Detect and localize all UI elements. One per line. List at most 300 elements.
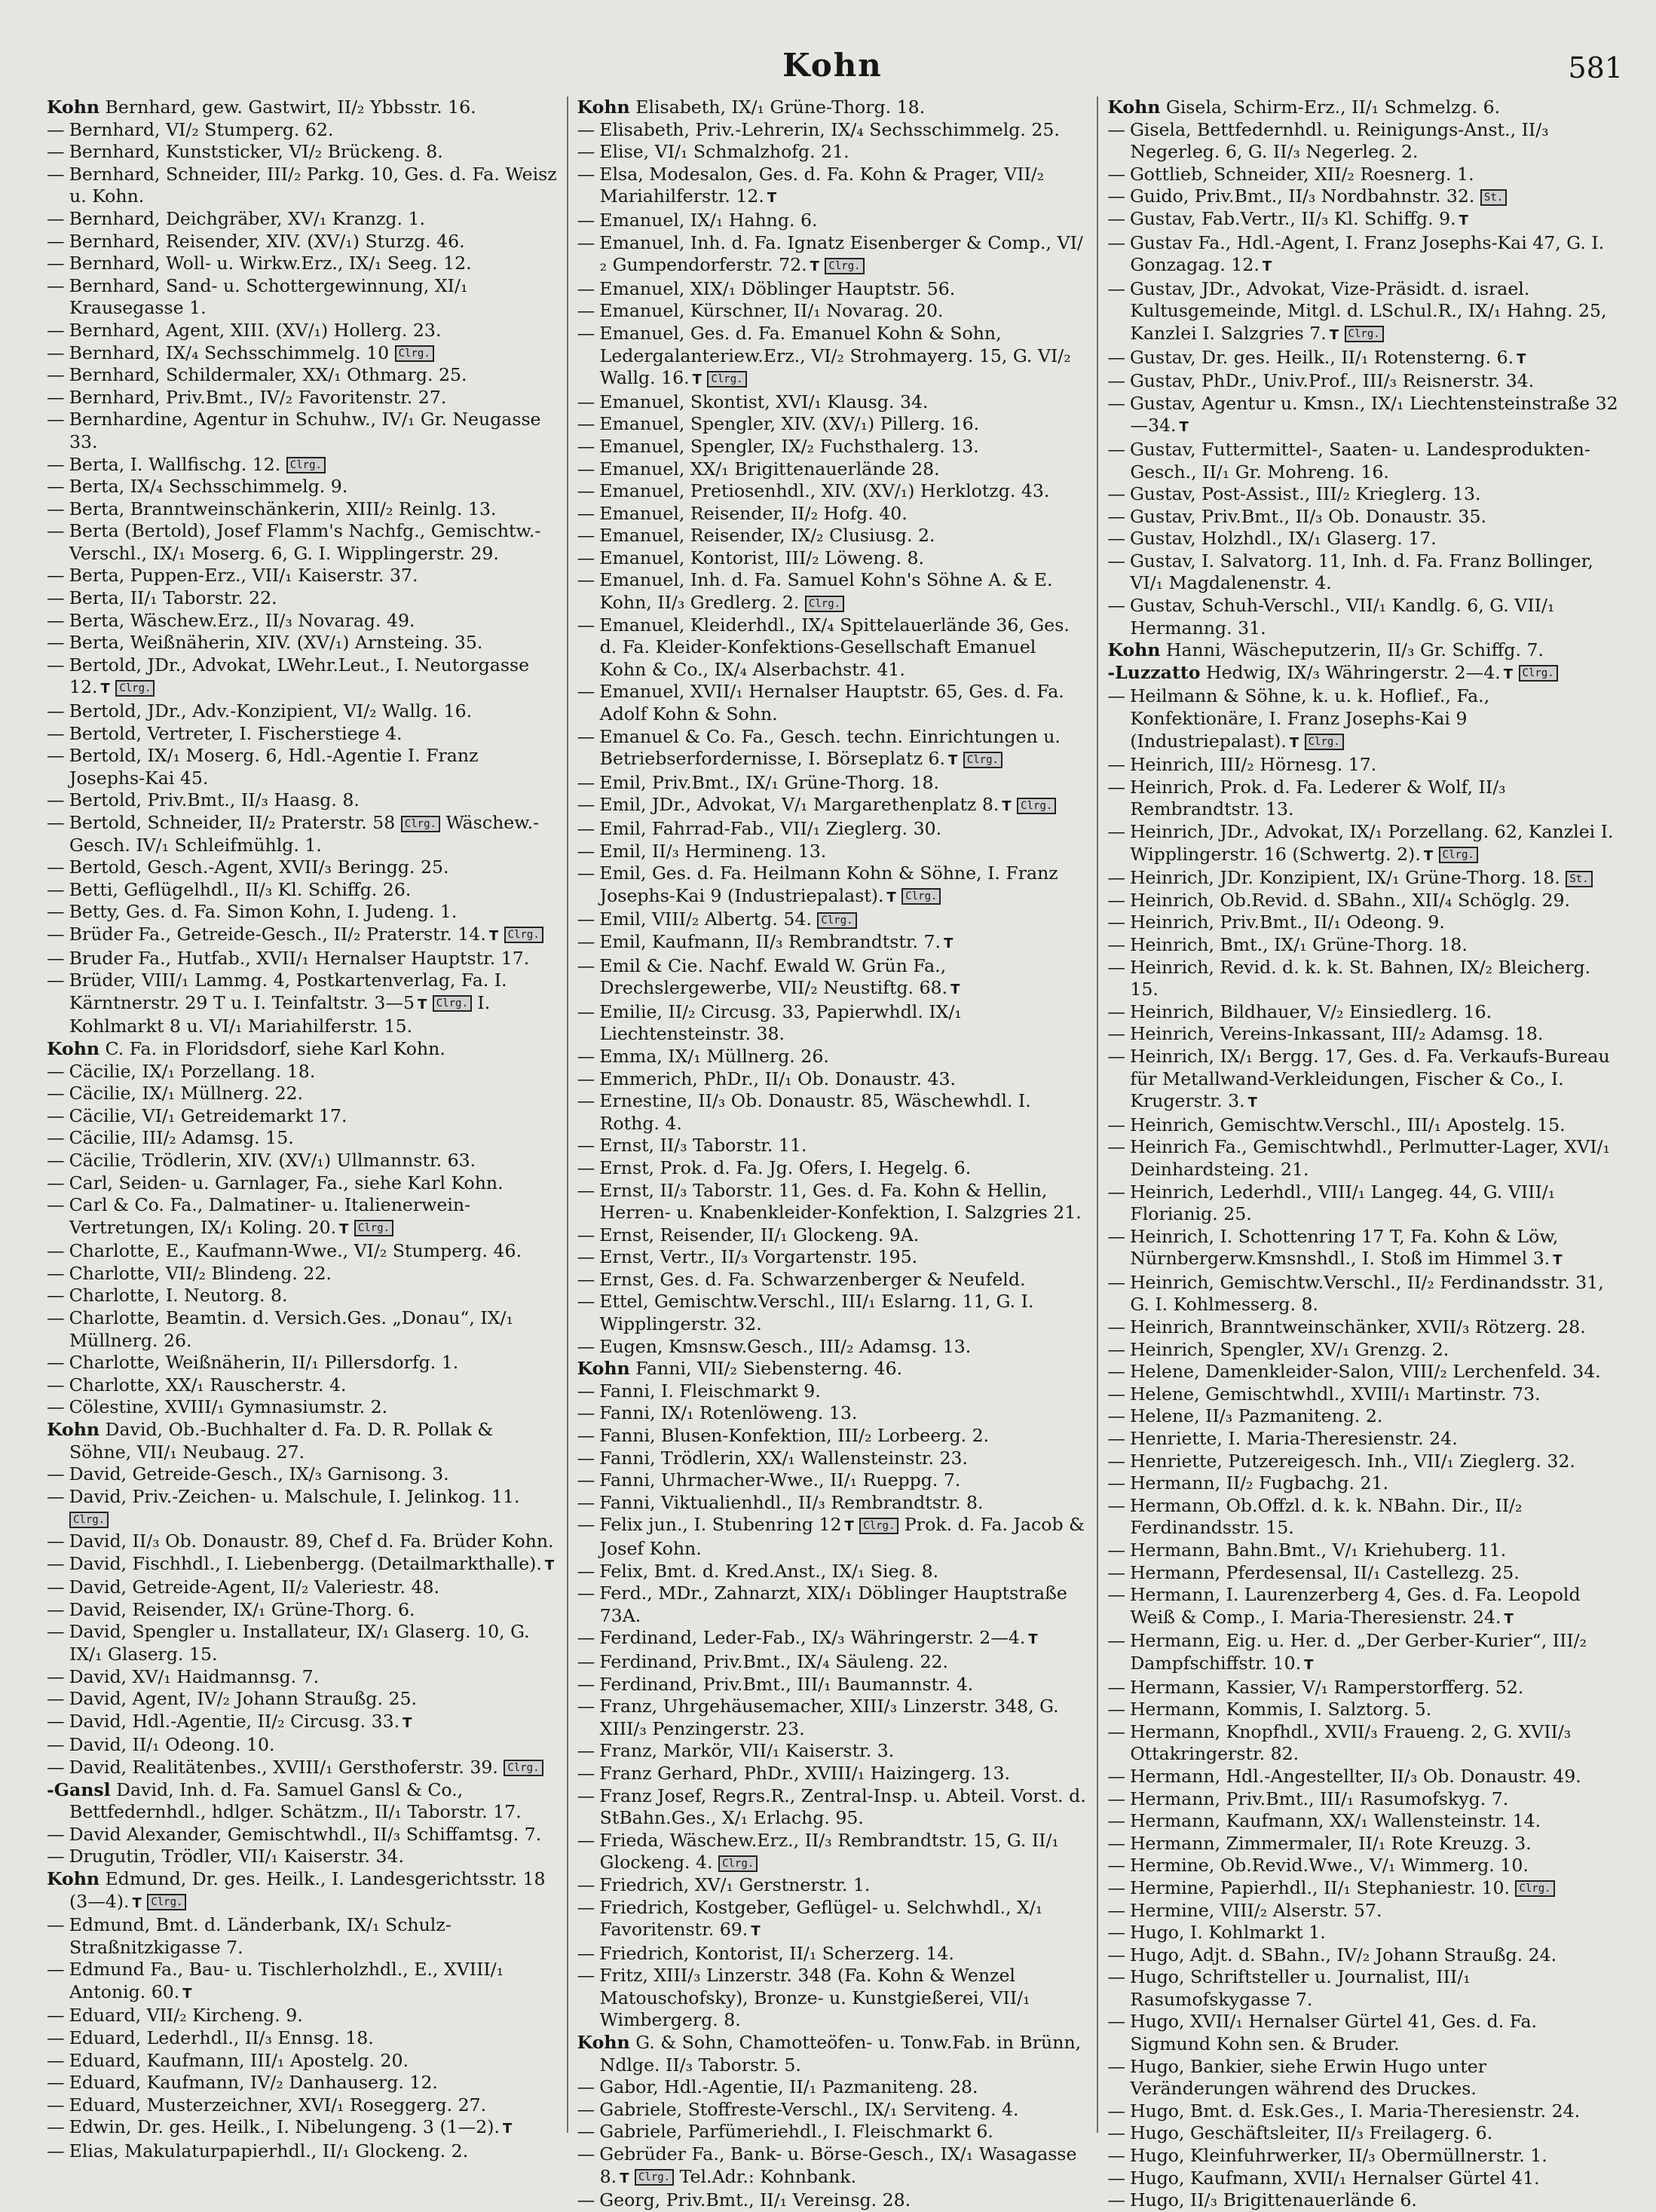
directory-entry: [1107, 1136, 1618, 1181]
clearing-badge: Clrg.: [401, 816, 440, 832]
entry-text: Franz Gerhard, PhDr., XVIII/₁ Haizingerg. 13.: [599, 1762, 1011, 1784]
directory-entry: [577, 931, 1088, 955]
entry-dash: —: [577, 569, 595, 591]
entry-text-continued: Prok. d. Fa. Jacob & Josef Kohn.: [599, 1514, 1085, 1559]
entry-text: David, Realitätenbes., XVIII/₁ Gersthoferstr. 39.: [69, 1756, 498, 1778]
telephone-marker: T: [417, 996, 427, 1013]
entry-text: Hugo, Adjt. d. SBahn., IV/₂ Johann Straußg. 24.: [1129, 1944, 1557, 1965]
entry-dash: —: [47, 1285, 65, 1307]
directory-entry: [47, 342, 558, 365]
directory-entry: [47, 856, 558, 879]
entry-dash: —: [577, 1068, 595, 1089]
entry-text: C. Fa. in Floridsdorf, siehe Karl Kohn.: [105, 1037, 445, 1059]
entry-dash: —: [1107, 1699, 1125, 1720]
entry-text: Ernst, II/₃ Taborstr. 11.: [599, 1135, 807, 1157]
directory-entry: [1107, 1339, 1618, 1362]
directory-entry: [47, 1127, 558, 1150]
entry-text: Friedrich, Kontorist, II/₁ Scherzerg. 14.: [599, 1942, 954, 1964]
entry-text: Heinrich, Bildhauer, V/₂ Einsiedlerg. 16.: [1129, 1000, 1492, 1022]
entry-dash: —: [1107, 1832, 1125, 1854]
directory-entry: [577, 614, 1088, 682]
entry-text: Heinrich, Ob.Revid. d. SBahn., XII/₄ Schöglg. 29.: [1129, 889, 1571, 911]
entry-dash: —: [1107, 1428, 1125, 1450]
entry-text: Berta, Weißnäherin, XIV. (XV/₁) Arnsteing. 35.: [69, 632, 483, 654]
entry-dash: —: [577, 141, 595, 163]
entry-text: Cäcilie, VI/₁ Getreidemarkt 17.: [69, 1104, 347, 1126]
directory-entry: [47, 275, 558, 320]
entry-text: Emanuel, Reisender, IX/₂ Clusiusg. 2.: [599, 525, 935, 547]
entry-text-continued: Wäschew.-Gesch. IV/₁ Schleifmühlg. 1.: [69, 812, 540, 856]
directory-entry: [1107, 662, 1618, 686]
directory-entry: [47, 1038, 558, 1061]
directory-entry: [47, 1779, 558, 1824]
entry-text: Berta, Wäschew.Erz., II/₃ Novarag. 49.: [69, 609, 415, 631]
entry-dash: —: [1107, 911, 1125, 933]
entry-text: Hermann, Kaufmann, XX/₁ Wallensteinstr. 14.: [1129, 1810, 1541, 1832]
entry-text: Gisela, Bettfedernhdl. u. Reinigungs-Anst., II/₃ Negerleg. 6, G. II/₃ Negerleg. 2.: [1129, 118, 1549, 163]
entry-text: David, Fischhdl., I. Liebenbergg. (Detailmarkthalle).: [69, 1552, 542, 1574]
entry-text: Gustav, JDr., Advokat, Vize-Präsidt. d. israel. Kultusgemeinde, Mitgl. d. LSchul.R., IX/₁ Hahng. 25, Kanzlei I. Salzgries 7.: [1129, 277, 1607, 344]
entry-dash: —: [577, 1135, 595, 1157]
entry-text: Betty, Ges. d. Fa. Simon Kohn, I. Judeng. 1.: [69, 901, 458, 923]
entry-text: Emanuel, Reisender, II/₂ Hofg. 40.: [599, 502, 908, 524]
directory-entry: [1107, 1472, 1618, 1495]
directory-entry: [47, 654, 558, 700]
entry-text: Hermine, Papierhdl., II/₁ Stephaniestr. 10.: [1129, 1877, 1510, 1898]
entry-text: Emanuel, Kontorist, III/₂ Löweng. 8.: [599, 547, 925, 568]
entry-text: Emanuel, Inh. d. Fa. Samuel Kohn's Söhne A. & E. Kohn, II/₃ Gredlerg. 2.: [599, 569, 1053, 614]
entry-text: Emanuel, IX/₁ Hahng. 6.: [599, 209, 818, 231]
directory-entry: [1107, 347, 1618, 371]
directory-entry: [47, 1688, 558, 1711]
entry-text: Ernestine, II/₃ Ob. Donaustr. 85, Wäschewhdl. I. Rothg. 4.: [599, 1090, 1031, 1134]
entry-text: Gustav, I. Salvatorg. 11, Inh. d. Fa. Franz Bollinger, VI/₁ Magdalenenstr. 4.: [1129, 550, 1593, 594]
directory-entry: [577, 1358, 1088, 1380]
telephone-marker: T: [751, 1923, 761, 1940]
directory-entry: [577, 1425, 1088, 1448]
entry-text: Heinrich, Vereins-Inkassant, III/₂ Adamsg. 18.: [1129, 1023, 1544, 1045]
entry-text: Ernst, II/₃ Taborstr. 11, Ges. d. Fa. Kohn & Hellin, Herren- u. Knabenkleider-Konfektion, I. Salzgries 21.: [599, 1179, 1082, 1224]
directory-entry: [1107, 1540, 1618, 1562]
entry-text: Charlotte, XX/₁ Rauscherstr. 4.: [69, 1374, 347, 1396]
entry-text: Bertold, Vertreter, I. Fischerstiege 4.: [69, 722, 403, 744]
entry-text: Bruder Fa., Hutfab., XVII/₁ Hernalser Hauptstr. 17.: [69, 947, 530, 969]
directory-entry: [1107, 393, 1618, 439]
directory-entry: [1107, 1900, 1618, 1922]
entry-text: Hermann, Pferdesensal, II/₁ Castellezg. 25.: [1129, 1561, 1520, 1583]
directory-entry: [577, 726, 1088, 772]
entry-dash: —: [577, 1224, 595, 1245]
directory-entry: [1107, 1944, 1618, 1967]
directory-entry: [1107, 1877, 1618, 1900]
entry-dash: —: [47, 1307, 65, 1329]
entry-text: Betti, Geflügelhdl., II/₃ Kl. Schiffg. 26.: [69, 878, 412, 900]
directory-entry: [1107, 867, 1618, 890]
entry-text: Gustav, Schuh-Verschl., VII/₁ Kandlg. 6, G. VII/₁ Hermanng. 31.: [1129, 595, 1555, 639]
telephone-marker: T: [1002, 798, 1012, 815]
entry-dash: —: [1107, 1450, 1125, 1472]
entry-text: Gustav, Fab.Vertr., II/₃ Kl. Schiffg. 9.: [1129, 207, 1456, 229]
telephone-marker: T: [886, 889, 896, 905]
entry-text: Hermann, Ob.Offzl. d. k. k. NBahn. Dir., II/₂ Ferdinandsstr. 15.: [1129, 1494, 1523, 1539]
directory-entry: [47, 231, 558, 253]
entry-text: Friedrich, XV/₁ Gerstnerstr. 1.: [599, 1873, 871, 1895]
entry-surname: Kohn: [577, 1358, 630, 1380]
telephone-marker: T: [1553, 1252, 1563, 1269]
directory-entry: [1107, 1584, 1618, 1630]
entry-dash: —: [47, 1710, 65, 1732]
entry-dash: —: [577, 1246, 595, 1268]
directory-entry: [577, 141, 1088, 164]
entry-dash: —: [47, 1530, 65, 1552]
entry-dash: —: [1107, 776, 1125, 798]
directory-entry: [47, 924, 558, 948]
directory-entry: [1107, 550, 1618, 595]
entry-dash: —: [47, 342, 65, 363]
entry-text: Eduard, VII/₂ Kircheng. 9.: [69, 2005, 303, 2027]
entry-dash: —: [577, 502, 595, 524]
entry-text: Fanni, I. Fleischmarkt 9.: [599, 1380, 821, 1402]
directory-entry: [577, 1561, 1088, 1583]
directory-entry: [47, 632, 558, 654]
entry-dash: —: [577, 771, 595, 793]
directory-entry: [577, 458, 1088, 481]
entry-text: Charlotte, E., Kaufmann-Wwe., VI/₂ Stumperg. 46.: [69, 1240, 522, 1262]
entry-dash: —: [1107, 956, 1125, 978]
entry-dash: —: [47, 654, 65, 676]
directory-entry: [1107, 1788, 1618, 1811]
entry-text: Fanni, Trödlerin, XX/₁ Wallensteinstr. 23.: [599, 1447, 968, 1469]
entry-dash: —: [47, 1485, 65, 1507]
directory-entry: [47, 812, 558, 856]
entry-dash: —: [1107, 1584, 1125, 1606]
directory-entry: [47, 610, 558, 633]
entry-dash: —: [47, 1621, 65, 1643]
entry-text: Bernhard, Woll- u. Wirkw.Erz., IX/₁ Seeg. 12.: [69, 253, 472, 274]
directory-entry: [1107, 957, 1618, 1001]
entry-dash: —: [47, 453, 65, 475]
directory-entry: [47, 948, 558, 970]
directory-entry: [47, 745, 558, 789]
columns: [38, 97, 1627, 2211]
directory-entry: [1107, 370, 1618, 393]
entry-surname: Kohn: [577, 97, 630, 118]
entry-text: David, Getreide-Gesch., IX/₃ Garnisong. 3.: [69, 1463, 449, 1485]
directory-entry: [47, 1150, 558, 1172]
entry-text: Emil, II/₃ Hermineng. 13.: [599, 840, 827, 862]
entry-text: Ettel, Gemischtw.Verschl., III/₁ Eslarng. 11, G. I. Wipplingerstr. 32.: [599, 1291, 1034, 1335]
entry-text: Heinrich, Gemischtw.Verschl., II/₂ Ferdinandsstr. 31, G. I. Kohlmesserg. 8.: [1129, 1271, 1604, 1316]
directory-entry: [47, 1285, 558, 1307]
directory-entry: [47, 1396, 558, 1419]
entry-text: Hugo, Bankier, siehe Erwin Hugo unter Veränderungen während des Druckes.: [1129, 2055, 1487, 2100]
directory-entry: [577, 1469, 1088, 1492]
entry-text: Bernhard, Kunststicker, VI/₂ Brückeng. 8.: [69, 141, 443, 163]
entry-text: Charlotte, VII/₂ Blindeng. 22.: [69, 1262, 332, 1284]
entry-surname: Kohn: [47, 1419, 100, 1441]
entry-dash: —: [1107, 2189, 1125, 2211]
directory-entry: [577, 1897, 1088, 1943]
entry-text: Hugo, Kleinfuhrwerker, II/₃ Obermüllnerstr. 1.: [1129, 2145, 1547, 2167]
directory-entry: [47, 1307, 558, 1352]
directory-entry: [1107, 1699, 1618, 1721]
directory-entry: [47, 320, 558, 342]
directory-entry: [577, 1448, 1088, 1470]
directory-entry: [577, 2189, 1088, 2212]
entry-dash: —: [1107, 163, 1125, 185]
telephone-marker: T: [182, 1985, 192, 2002]
entry-text: Bertold, JDr., Adv.-Konzipient, VI/₂ Wallg. 16.: [69, 700, 473, 722]
entry-dash: —: [1107, 1000, 1125, 1022]
entry-text: Carl, Seiden- u. Garnlager, Fa., siehe Karl Kohn.: [69, 1172, 504, 1193]
directory-entry: [1107, 185, 1618, 208]
entry-text: Cäcilie, IX/₁ Müllnerg. 22.: [69, 1083, 304, 1104]
directory-entry: [47, 700, 558, 723]
entry-dash: —: [577, 525, 595, 547]
entry-dash: —: [47, 565, 65, 587]
entry-dash: —: [47, 1463, 65, 1485]
clearing-badge: Clrg.: [805, 596, 844, 612]
directory-entry: [577, 1336, 1088, 1359]
entry-text: Hermann, Kassier, V/₁ Ramperstorfferg. 52.: [1129, 1676, 1524, 1698]
directory-entry: [47, 1352, 558, 1374]
entry-text: Berta, Puppen-Erz., VII/₁ Kaiserstr. 37.: [69, 565, 418, 587]
entry-dash: —: [1107, 392, 1125, 414]
directory-entry: [1107, 1810, 1618, 1833]
entry-text: Bertold, IX/₁ Moserg. 6, Hdl.-Agentie I. Franz Josephs-Kai 45.: [69, 745, 479, 789]
entry-dash: —: [1107, 370, 1125, 392]
entry-text: Helene, Damenkleider-Salon, VIII/₂ Lerchenfeld. 34.: [1129, 1361, 1601, 1383]
entry-dash: —: [47, 812, 65, 833]
entry-text: Charlotte, I. Neutorg. 8.: [69, 1285, 288, 1307]
entry-text: Bernhard, VI/₂ Stumperg. 62.: [69, 118, 334, 140]
entry-text: Guido, Priv.Bmt., II/₃ Nordbahnstr. 32.: [1129, 185, 1475, 207]
clearing-badge: Clrg.: [504, 927, 543, 943]
entry-text: Cäcilie, Trödlerin, XIV. (XV/₁) Ullmannstr. 63.: [69, 1149, 476, 1171]
entry-dash: —: [577, 391, 595, 412]
entry-text: Hermann, Priv.Bmt., III/₁ Rasumofskyg. 7.: [1129, 1788, 1509, 1809]
entry-dash: —: [47, 364, 65, 386]
entry-text: Felix jun., I. Stubenring 12: [599, 1514, 842, 1536]
entry-text: Bernhard, Reisender, XIV. (XV/₁) Sturzg. 46.: [69, 230, 465, 252]
directory-entry: [47, 454, 558, 476]
entry-dash: —: [1107, 1181, 1125, 1203]
telephone-marker: T: [692, 372, 702, 388]
directory-entry: [1107, 1023, 1618, 1046]
entry-text: Gabriele, Parfümeriehdl., I. Fleischmarkt 6.: [599, 2121, 993, 2143]
entry-dash: —: [1107, 185, 1125, 207]
entry-text: Emil & Cie. Nachf. Ewald W. Grün Fa., Drechslergewerbe, VII/₂ Neustiftg. 68.: [599, 954, 948, 999]
directory-entry: [47, 1868, 558, 1914]
entry-dash: —: [1107, 1225, 1125, 1247]
directory-entry: [577, 210, 1088, 232]
entry-text: Heinrich, Bmt., IX/₁ Grüne-Thorg. 18.: [1129, 933, 1468, 955]
entry-text: Emil, Kaufmann, II/₃ Rembrandtstr. 7.: [599, 930, 941, 952]
directory-entry: [577, 1090, 1088, 1135]
directory-entry: [47, 119, 558, 142]
entry-text: Franz, Uhrgehäusemacher, XIII/₃ Linzerstr. 348, G. XIII/₃ Penzingerstr. 23.: [599, 1696, 1059, 1739]
entry-surname: -Gansl: [47, 1778, 111, 1800]
entry-text: Gustav, PhDr., Univ.Prof., III/₃ Reisnerstr. 34.: [1129, 370, 1535, 392]
directory-entry: [47, 723, 558, 746]
entry-dash: —: [577, 1740, 595, 1762]
directory-entry: [1107, 2189, 1618, 2212]
entry-dash: —: [577, 1291, 595, 1313]
entry-dash: —: [47, 476, 65, 498]
directory-entry: [1107, 1046, 1618, 1114]
entry-dash: —: [47, 386, 65, 408]
entry-text: Elisabeth, IX/₁ Grüne-Thorg. 18.: [635, 97, 926, 118]
entry-dash: —: [1107, 277, 1125, 299]
telephone-marker: T: [1329, 326, 1339, 343]
entry-dash: —: [577, 681, 595, 703]
entry-text: Gabor, Hdl.-Agentie, II/₁ Pazmaniteng. 28.: [599, 2076, 978, 2098]
directory-entry: [1107, 439, 1618, 483]
telephone-marker: T: [767, 190, 777, 207]
entry-text: Eduard, Lederhdl., II/₃ Ennsg. 18.: [69, 2027, 374, 2049]
entry-dash: —: [577, 2189, 595, 2211]
directory-entry: [47, 1105, 558, 1128]
directory-entry: [47, 1374, 558, 1397]
entry-text: Hugo, Kaufmann, XVII/₁ Hernalser Gürtel 41.: [1129, 2167, 1540, 2189]
clearing-badge: Clrg.: [1515, 1880, 1554, 1897]
entry-dash: —: [1107, 867, 1125, 889]
directory-entry: [1107, 1181, 1618, 1226]
telephone-marker: T: [1423, 847, 1434, 864]
entry-dash: —: [47, 923, 65, 945]
entry-dash: —: [47, 632, 65, 654]
telephone-marker: T: [1503, 666, 1514, 682]
directory-entry: [577, 1830, 1088, 1874]
directory-entry: [577, 1943, 1088, 1965]
entry-dash: —: [577, 1514, 595, 1536]
directory-entry: [1107, 934, 1618, 957]
entry-text: David, Hdl.-Agentie, II/₂ Circusg. 33.: [69, 1710, 400, 1732]
directory-entry: [1107, 2145, 1618, 2168]
directory-entry: [577, 818, 1088, 841]
directory-entry: [577, 1740, 1088, 1763]
clearing-badge: Clrg.: [395, 345, 434, 362]
directory-entry: [1107, 1272, 1618, 1316]
entry-dash: —: [577, 1491, 595, 1513]
entry-dash: —: [577, 547, 595, 568]
entry-text: Hermine, Ob.Revid.Wwe., V/₁ Wimmerg. 10.: [1129, 1855, 1529, 1877]
entry-text: Emil, VIII/₂ Albertg. 54.: [599, 908, 812, 930]
directory-entry: [577, 1291, 1088, 1335]
entry-dash: —: [47, 789, 65, 811]
directory-entry: [47, 587, 558, 610]
directory-entry: [577, 1180, 1088, 1224]
entry-dash: —: [577, 118, 595, 140]
entry-text: Felix, Bmt. d. Kred.Anst., IX/₁ Sieg. 8.: [599, 1560, 939, 1582]
directory-entry: [577, 2143, 1088, 2189]
page-header: [38, 47, 1627, 97]
telephone-marker: T: [502, 2121, 513, 2137]
entry-dash: —: [1107, 1023, 1125, 1045]
entry-dash: —: [47, 1060, 65, 1082]
directory-entry: [1107, 1361, 1618, 1383]
telephone-marker: T: [100, 681, 110, 697]
entry-text: Fanni, IX/₁ Rotenlöweng. 13.: [599, 1402, 858, 1424]
directory-entry: [1107, 2168, 1618, 2190]
entry-dash: —: [47, 253, 65, 274]
directory-entry: [1107, 754, 1618, 777]
entry-dash: —: [1107, 1922, 1125, 1944]
entry-dash: —: [1107, 685, 1125, 707]
entry-text: Bernhard, Sand- u. Schottergewinnung, XI/₁ Krausegasse 1.: [69, 274, 468, 319]
entry-dash: —: [1107, 2055, 1125, 2077]
telephone-marker: T: [1517, 351, 1526, 367]
entry-text: Hermann, Bahn.Bmt., V/₁ Kriehuberg. 11.: [1129, 1540, 1507, 1561]
entry-text: Emanuel, Kürschner, II/₁ Novarag. 20.: [599, 300, 944, 322]
entry-text: Gustav Fa., Hdl.-Agent, I. Franz Josephs-Kai 47, G. I. Gonzagag. 12.: [1129, 231, 1605, 276]
entry-text: Berta, IX/₄ Sechsschimmelg. 9.: [69, 476, 348, 498]
directory-entry: [577, 569, 1088, 614]
directory-entry: [1107, 1766, 1618, 1788]
entry-dash: —: [1107, 1810, 1125, 1832]
directory-entry: [577, 794, 1088, 818]
directory-entry: [1107, 1114, 1618, 1137]
entry-dash: —: [47, 1756, 65, 1778]
directory-entry: [577, 2076, 1088, 2099]
entry-text: Emanuel, XVII/₁ Hernalser Hauptstr. 65, Ges. d. Fa. Adolf Kohn & Sohn.: [599, 681, 1064, 725]
entry-dash: —: [577, 1873, 595, 1895]
directory-entry: [577, 232, 1088, 278]
entry-text: Emil, JDr., Advokat, V/₁ Margarethenplatz 8.: [599, 794, 999, 816]
entry-text: Eduard, Musterzeichner, XVI/₁ Roseggerg. 27.: [69, 2094, 487, 2115]
directory-entry: [1107, 1428, 1618, 1451]
entry-dash: —: [1107, 438, 1125, 460]
entry-text: Heinrich, JDr., Advokat, IX/₁ Porzellang. 62, Kanzlei I. Wipplingerstr. 16 (Schwertg. 2).: [1129, 821, 1614, 865]
directory-entry: [577, 1246, 1088, 1269]
entry-dash: —: [577, 1425, 595, 1447]
entry-text: Frieda, Wäschew.Erz., II/₃ Rembrandtstr. 15, G. II/₁ Glockeng. 4.: [599, 1829, 1059, 1873]
entry-dash: —: [577, 1179, 595, 1201]
clearing-badge: Clrg.: [147, 1894, 186, 1910]
entry-dash: —: [47, 2072, 65, 2094]
directory-entry: [1107, 2122, 1618, 2145]
directory-entry: [577, 1380, 1088, 1403]
entry-text: Bertold, Priv.Bmt., II/₃ Haasg. 8.: [69, 789, 360, 811]
directory-entry: [1107, 890, 1618, 912]
entry-text: Edmund, Bmt. d. Länderbank, IX/₁ Schulz-Straßnitzkigasse 7.: [69, 1914, 451, 1958]
entry-text: Bertold, JDr., Advokat, LWehr.Leut., I. Neutorgasse 12.: [69, 654, 530, 698]
directory-entry: [47, 1711, 558, 1735]
entry-dash: —: [47, 878, 65, 900]
entry-text: David Alexander, Gemischtwhdl., II/₃ Schiffamtsg. 7.: [69, 1823, 542, 1845]
entry-text: Bertold, Gesch.-Agent, XVII/₃ Beringg. 25.: [69, 856, 449, 878]
entry-dash: —: [577, 1762, 595, 1784]
entry-dash: —: [1107, 1271, 1125, 1293]
clearing-badge: Clrg.: [635, 2169, 674, 2186]
entry-dash: —: [577, 1560, 595, 1582]
entry-dash: —: [577, 458, 595, 479]
entry-text: Berta, Branntweinschänkerin, XIII/₂ Reinlg. 13.: [69, 498, 497, 519]
directory-entry: [577, 1001, 1088, 1046]
directory-entry: [1107, 1922, 1618, 1944]
directory-entry: [47, 97, 558, 119]
entry-text: Hugo, XVII/₁ Hernalser Gürtel 41, Ges. d. Fa. Sigmund Kohn sen. & Bruder.: [1129, 2011, 1538, 2055]
directory-entry: [1107, 1562, 1618, 1585]
entry-text: Ernst, Reisender, II/₁ Glockeng. 9A.: [599, 1224, 920, 1245]
entry-text: Fritz, XIII/₃ Linzerstr. 348 (Fa. Kohn & Wenzel Matouschofsky), Bronze- u. Kunstgießerei, VII/₁ Wimbergerg. 8.: [599, 1965, 1030, 2031]
clearing-badge: Clrg.: [115, 680, 155, 697]
directory-entry: [1107, 164, 1618, 186]
directory-entry: [47, 1553, 558, 1577]
entry-dash: —: [577, 1582, 595, 1604]
directory-entry: [47, 970, 558, 1038]
entry-dash: —: [47, 409, 65, 430]
